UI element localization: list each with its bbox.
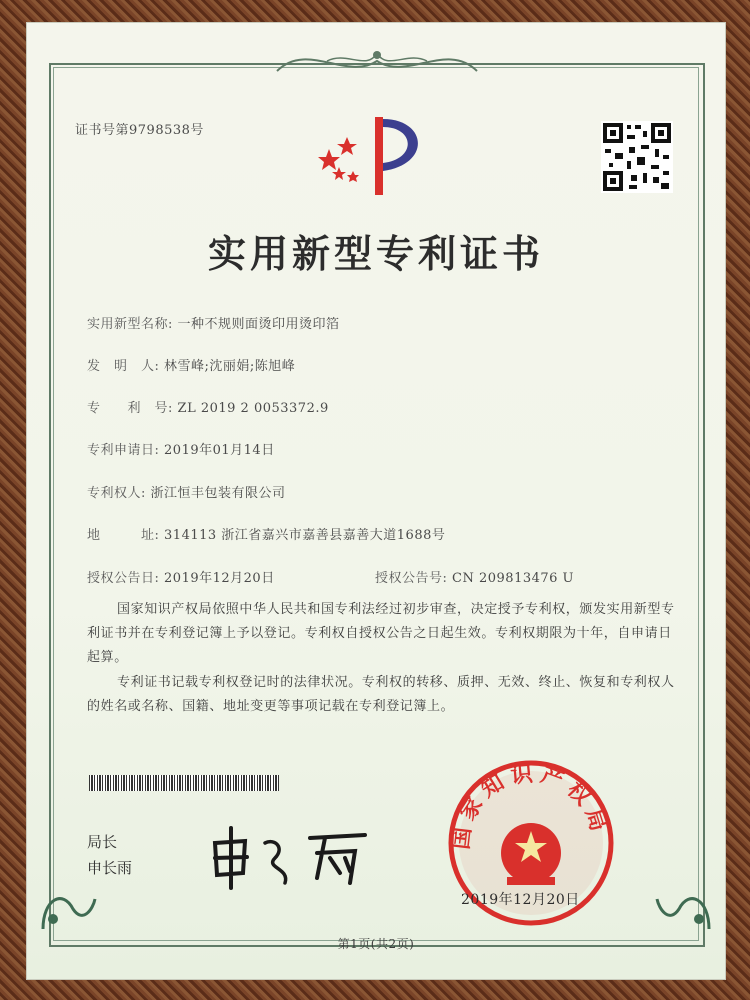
ornament-icon [267,41,487,81]
grant-date-row [87,567,275,586]
field-value: 2019年01月14日 [164,443,275,458]
grant-number-row [375,567,574,586]
certificate-title: 实用新型专利证书 [207,232,544,276]
barcode-icon [89,775,279,791]
corner-ornament-icon [33,869,103,939]
field-row [87,482,286,501]
field-row [87,313,340,332]
field-value: 314113 浙江省嘉兴市嘉善县嘉善大道1688号 [164,528,446,543]
grant-date-value: 2019年12月20日 [164,571,275,586]
field-row [87,355,295,374]
field-row [87,397,329,416]
field-value: 林雪峰;沈丽娟;陈旭峰 [164,359,296,374]
field-label: 实用新型名称: [87,317,173,332]
field-value: 一种不规则面烫印用烫印箔 [177,317,340,332]
field-label: 专 利 号: [87,401,173,416]
grant-number-label: 授权公告号: [375,571,448,586]
field-label: 专利权人: [87,486,146,501]
page-indicator: 第1页(共2页) [337,937,415,951]
certificate-paper [26,22,726,980]
certificate-number: 证书号第9798538号 [75,123,204,138]
field-label: 发 明 人: [87,359,160,374]
grant-number-value: CN 209813476 U [452,571,575,586]
seal-date: 2019年12月20日 [461,892,580,908]
director-name: 申长雨 [87,859,133,877]
legal-status-note: 专利证书记载专利权登记时的法律状况。专利权的转移、质押、无效、终止、恢复和专利权人的姓名或名称、国籍、地址变更等事项记载在专利登记簿上。 [87,675,675,714]
field-row [87,524,445,543]
signature-icon [205,823,375,893]
field-value: 浙江恒丰包装有限公司 [150,486,286,501]
field-row [87,439,275,458]
qr-code-icon [601,121,673,193]
corner-ornament-icon [649,869,719,939]
field-label: 地 址: [87,528,160,543]
grant-date-label: 授权公告日: [87,571,160,586]
grant-statement: 国家知识产权局依照中华人民共和国专利法经过初步审查，决定授予专利权，颁发实用新型专利证书并在专利登记簿上予以登记。专利权自授权公告之日起生效。专利权期限为十年，自申请日起算。 [87,602,675,665]
director-title: 局长 [87,833,118,851]
field-value: ZL 2019 2 0053372.9 [177,401,329,416]
field-label: 专利申请日: [87,443,160,458]
svg-text:国家知识产权局: 国家知识产权局 [448,761,613,851]
cnipa-logo-icon [317,109,437,199]
